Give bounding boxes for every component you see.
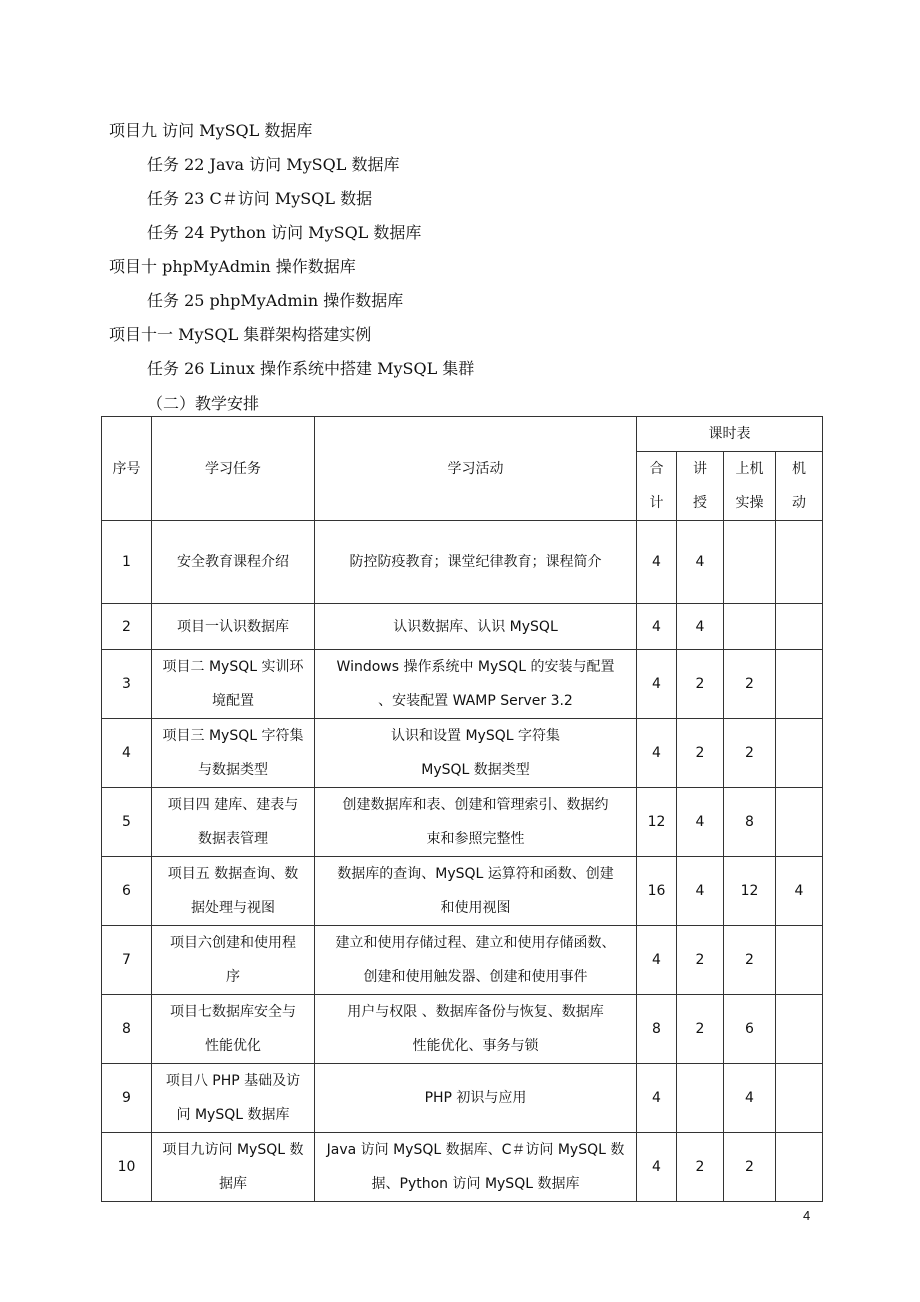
cell-lecture: 4 [677, 857, 724, 926]
cell-lab: 4 [724, 1064, 776, 1133]
cell-task: 项目八 PHP 基础及访 问 MySQL 数据库 [152, 1064, 315, 1133]
outline-task: 任务 25 phpMyAdmin 操作数据库 [147, 291, 404, 310]
cell-lab: 2 [724, 650, 776, 719]
table-row [102, 788, 823, 857]
header-lecture: 讲 授 [677, 452, 724, 521]
cell-total: 4 [637, 521, 677, 604]
cell-seq: 6 [102, 857, 152, 926]
table-body [102, 521, 823, 1202]
cell-flex [776, 650, 823, 719]
header-flex: 机 动 [776, 452, 823, 521]
cell-seq: 1 [102, 521, 152, 604]
cell-activity: 防控防疫教育；课堂纪律教育；课程简介 [315, 521, 637, 604]
cell-activity: 建立和使用存储过程、建立和使用存储函数、 创建和使用触发器、创建和使用事件 [315, 926, 637, 995]
table-row [102, 857, 823, 926]
cell-flex [776, 719, 823, 788]
cell-lab: 6 [724, 995, 776, 1064]
outline-project: 项目九 访问 MySQL 数据库 [109, 121, 313, 140]
header-lab: 上机 实操 [724, 452, 776, 521]
cell-activity: 创建数据库和表、创建和管理索引、数据约 束和参照完整性 [315, 788, 637, 857]
cell-seq: 4 [102, 719, 152, 788]
outline-project: 项目十一 MySQL 集群架构搭建实例 [109, 325, 372, 344]
cell-seq: 3 [102, 650, 152, 719]
table-header [102, 417, 823, 521]
cell-activity: PHP 初识与应用 [315, 1064, 637, 1133]
cell-task: 项目三 MySQL 字符集 与数据类型 [152, 719, 315, 788]
cell-lab: 2 [724, 926, 776, 995]
cell-total: 4 [637, 650, 677, 719]
header-activity: 学习活动 [315, 417, 637, 521]
cell-seq: 7 [102, 926, 152, 995]
cell-lecture: 2 [677, 926, 724, 995]
cell-seq: 10 [102, 1133, 152, 1202]
cell-lecture: 4 [677, 604, 724, 650]
table-row [102, 650, 823, 719]
cell-flex [776, 604, 823, 650]
cell-activity: Java 访问 MySQL 数据库、C＃访问 MySQL 数 据、Python 访问 MySQL 数据库 [315, 1133, 637, 1202]
header-hours-group: 课时表 [637, 417, 823, 452]
cell-lab [724, 604, 776, 650]
cell-activity: 数据库的查询、MySQL 运算符和函数、创建 和使用视图 [315, 857, 637, 926]
cell-lab: 2 [724, 1133, 776, 1202]
header-seq: 序号 [102, 417, 152, 521]
table-row [102, 1064, 823, 1133]
cell-flex [776, 1064, 823, 1133]
outline-task: （二）教学安排 [147, 394, 260, 413]
cell-flex [776, 1133, 823, 1202]
cell-total: 12 [637, 788, 677, 857]
cell-task: 项目二 MySQL 实训环 境配置 [152, 650, 315, 719]
table-row [102, 719, 823, 788]
cell-total: 4 [637, 926, 677, 995]
outline-project: 项目十 phpMyAdmin 操作数据库 [109, 257, 356, 276]
cell-activity: 认识数据库、认识 MySQL [315, 604, 637, 650]
table-row [102, 521, 823, 604]
cell-lecture: 4 [677, 788, 724, 857]
cell-total: 16 [637, 857, 677, 926]
cell-flex [776, 521, 823, 604]
cell-lab: 2 [724, 719, 776, 788]
header-total: 合 计 [637, 452, 677, 521]
cell-total: 4 [637, 604, 677, 650]
cell-lab [724, 521, 776, 604]
cell-total: 4 [637, 719, 677, 788]
cell-activity: 用户与权限 、数据库备份与恢复、数据库 性能优化、事务与锁 [315, 995, 637, 1064]
cell-lab: 12 [724, 857, 776, 926]
cell-task: 项目九访问 MySQL 数 据库 [152, 1133, 315, 1202]
teaching-schedule-table [101, 416, 823, 1202]
header-task: 学习任务 [152, 417, 315, 521]
cell-flex [776, 926, 823, 995]
cell-lecture: 2 [677, 650, 724, 719]
table-row [102, 604, 823, 650]
cell-lecture [677, 1064, 724, 1133]
outline-task: 任务 24 Python 访问 MySQL 数据库 [147, 223, 422, 242]
cell-task: 项目七数据库安全与 性能优化 [152, 995, 315, 1064]
cell-lecture: 2 [677, 1133, 724, 1202]
cell-seq: 5 [102, 788, 152, 857]
table-row [102, 1133, 823, 1202]
cell-task: 项目一认识数据库 [152, 604, 315, 650]
cell-seq: 2 [102, 604, 152, 650]
cell-flex: 4 [776, 857, 823, 926]
cell-task: 安全教育课程介绍 [152, 521, 315, 604]
cell-seq: 8 [102, 995, 152, 1064]
cell-lecture: 2 [677, 719, 724, 788]
cell-task: 项目四 建库、建表与 数据表管理 [152, 788, 315, 857]
cell-activity: 认识和设置 MySQL 字符集 MySQL 数据类型 [315, 719, 637, 788]
cell-flex [776, 788, 823, 857]
table-row [102, 926, 823, 995]
page-number: 4 [803, 1208, 811, 1223]
outline-task: 任务 22 Java 访问 MySQL 数据库 [147, 155, 400, 174]
cell-lecture: 4 [677, 521, 724, 604]
cell-activity: Windows 操作系统中 MySQL 的安装与配置 、安装配置 WAMP Server 3.2 [315, 650, 637, 719]
cell-lab: 8 [724, 788, 776, 857]
cell-seq: 9 [102, 1064, 152, 1133]
cell-total: 4 [637, 1133, 677, 1202]
table-row [102, 995, 823, 1064]
cell-lecture: 2 [677, 995, 724, 1064]
cell-flex [776, 995, 823, 1064]
cell-total: 8 [637, 995, 677, 1064]
cell-task: 项目六创建和使用程 序 [152, 926, 315, 995]
cell-task: 项目五 数据查询、数 据处理与视图 [152, 857, 315, 926]
cell-total: 4 [637, 1064, 677, 1133]
outline-task: 任务 26 Linux 操作系统中搭建 MySQL 集群 [147, 359, 475, 378]
outline-task: 任务 23 C＃访问 MySQL 数据 [147, 189, 373, 208]
